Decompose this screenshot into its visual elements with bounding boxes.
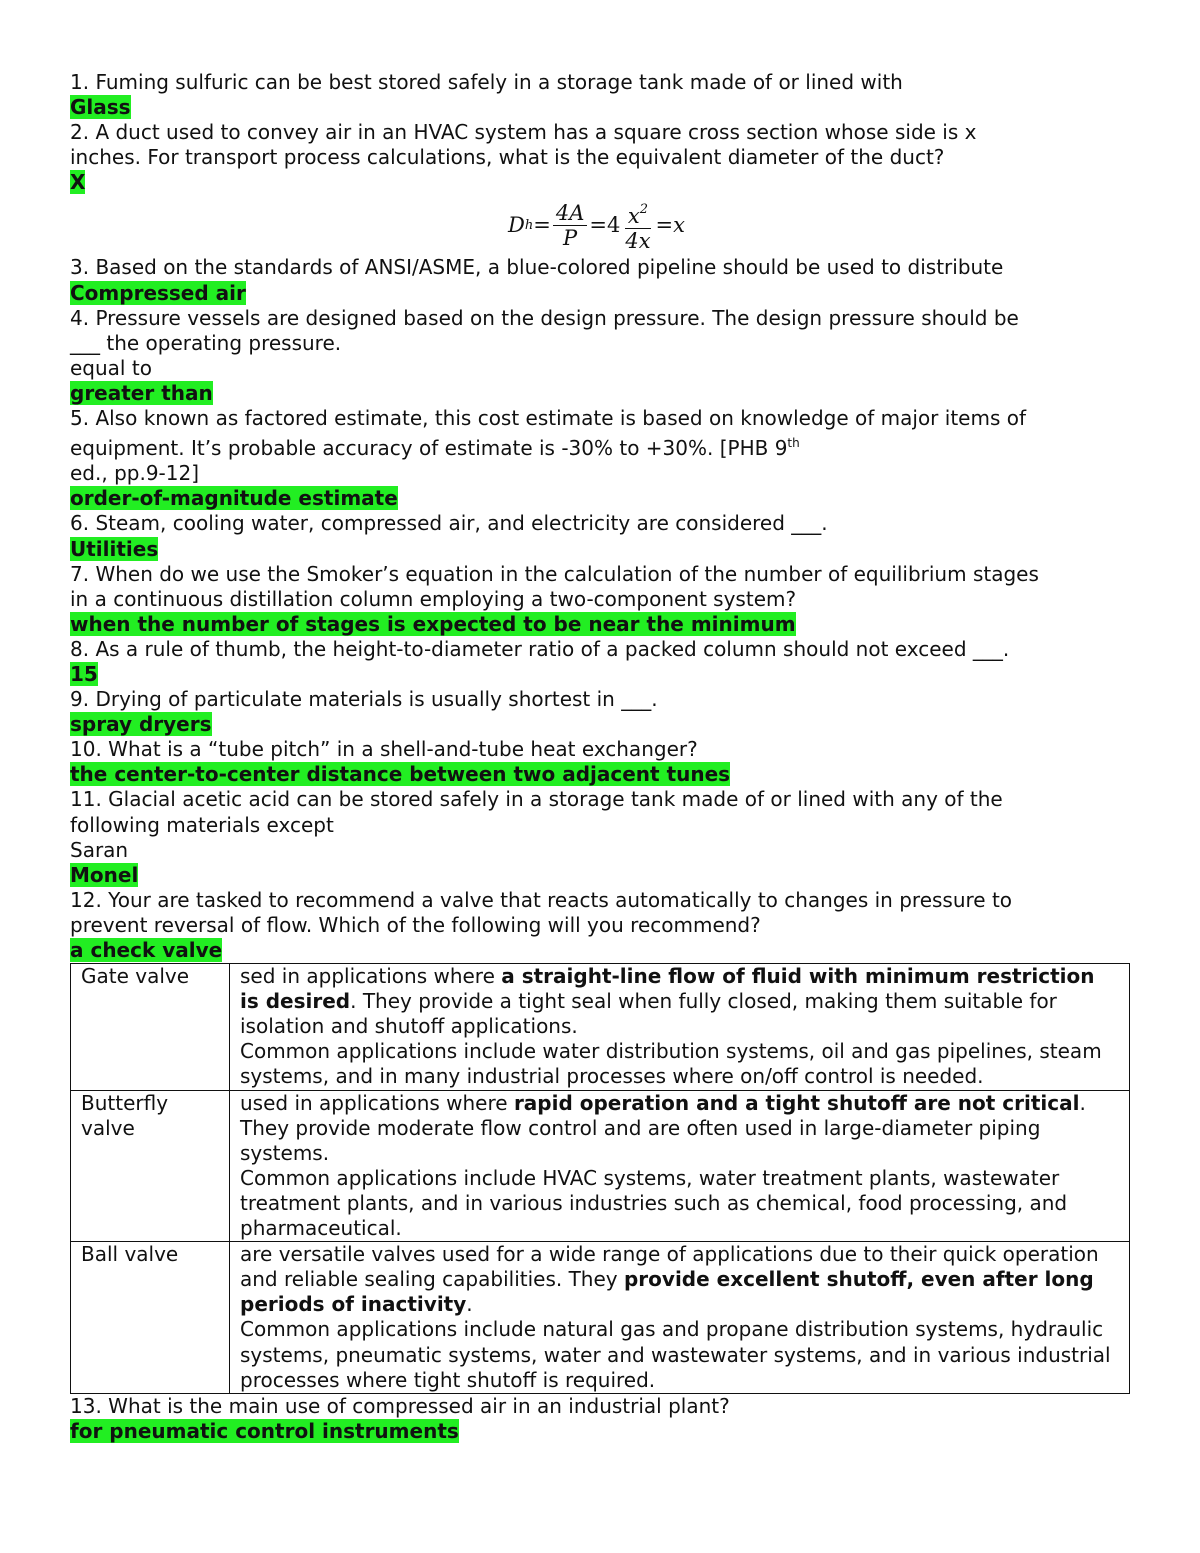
formula-exponent: 2 (639, 201, 648, 217)
answer-4: greater than (70, 380, 213, 405)
valve-desc-bold: rapid operation and a tight shutoff are not critical (513, 1090, 1080, 1115)
question-5-line-2 (70, 431, 1132, 461)
answer-7: when the number of stages is expected to be near the minimum (70, 611, 796, 636)
valve-applications: Common applications include natural gas and propane distribution systems, hydraulic systems, pneumatic systems, water and wastewater systems, and in various industrial processes where tight shutoff is required. (240, 1317, 1111, 1392)
formula-x: x (627, 203, 640, 228)
question-12-line-1: 12. Your are tasked to recommend a valve that reacts automatically to changes in pressure to (70, 887, 1013, 912)
question-5-line-3: ed., pp.9-12] (70, 461, 200, 486)
question-4-option: equal to (70, 355, 152, 380)
question-7-line-2: in a continuous distillation column employing a two-component system? (70, 586, 797, 611)
valve-desc-text: sed in applications where (240, 964, 502, 989)
question-5-line-2-text: equipment. It’s probable accuracy of estimate is -30% to +30%. [PHB 9 (70, 436, 788, 461)
table-row (71, 1090, 1130, 1242)
question-4-line-2: ___ the operating pressure. (70, 330, 342, 355)
valve-desc-ball (230, 1242, 1130, 1394)
formula-numerator-2 (625, 198, 651, 229)
hydraulic-diameter-formula (70, 195, 1132, 255)
question-8: 8. As a rule of thumb, the height-to-diameter ratio of a packed column should not exceed ___. (70, 636, 1010, 661)
formula-lhs-subscript: h (524, 217, 534, 233)
answer-12: a check valve (70, 938, 223, 962)
question-7-line-1: 7. When do we use the Smoker’s equation in the calculation of the number of equilibrium stages (70, 561, 1039, 586)
answer-3: Compressed air (70, 280, 246, 305)
valve-name-ball: Ball valve (71, 1242, 230, 1394)
formula-rhs: =x (655, 212, 685, 237)
valve-desc-text: . (466, 1292, 473, 1317)
question-9: 9. Drying of particulate materials is usually shortest in ___. (70, 687, 658, 712)
formula-denominator-1: P (563, 225, 578, 250)
formula-fraction-1 (553, 201, 588, 250)
valve-applications: Common applications include water distribution systems, oil and gas pipelines, steam systems, and in many industrial processes where on/off control is needed. (240, 1039, 1102, 1089)
answer-1: Glass (70, 95, 131, 120)
answer-13: for pneumatic control instruments (70, 1418, 459, 1443)
valve-desc-gate (230, 964, 1130, 1090)
valve-desc-text: . They provide a tight seal when fully closed, making them suitable for isolation and shutoff applications. (240, 989, 1057, 1039)
question-11-line-1: 11. Glacial acetic acid can be stored safely in a storage tank made of or lined with any of the (70, 787, 1003, 812)
question-2-line-2: inches. For transport process calculations, what is the equivalent diameter of the duct? (70, 145, 945, 170)
question-4-line-1: 4. Pressure vessels are designed based on the design pressure. The design pressure should be (70, 305, 1019, 330)
formula-denominator-2: 4x (625, 228, 651, 253)
table-row (71, 964, 1130, 1090)
valve-comparison-table (70, 963, 1130, 1394)
question-3: 3. Based on the standards of ANSI/ASME, a blue-colored pipeline should be used to distribute (70, 255, 1004, 280)
question-11-option: Saran (70, 837, 129, 862)
valve-name-butterfly: Butterfly valve (71, 1090, 230, 1242)
question-5-line-1: 5. Also known as factored estimate, this cost estimate is based on knowledge of major items of (70, 406, 1026, 431)
document-page (70, 70, 1132, 1444)
valve-desc-text: used in applications where (240, 1090, 514, 1115)
question-10: 10. What is a “tube pitch” in a shell-and-tube heat exchanger? (70, 737, 698, 762)
question-2-line-1: 2. A duct used to convey air in an HVAC system has a square cross section whose side is x (70, 120, 977, 145)
answer-2: X (70, 170, 86, 195)
question-13: 13. What is the main use of compressed air in an industrial plant? (70, 1393, 730, 1418)
valve-applications: Common applications include HVAC systems, water treatment plants, wastewater treatment plants, and in various industries such as chemical, food processing, and pharmaceutical. (240, 1165, 1068, 1241)
question-1: 1. Fuming sulfuric can be best stored safely in a storage tank made of or lined with (70, 70, 903, 94)
valve-desc-bold: provide excellent shutoff, even after long periods of inactivity (240, 1267, 1094, 1317)
formula-fraction-2 (622, 198, 653, 253)
table-row (71, 1242, 1130, 1394)
answer-9: spray dryers (70, 712, 212, 737)
answer-5: order-of-magnitude estimate (70, 486, 398, 511)
question-6: 6. Steam, cooling water, compressed air, and electricity are considered ___. (70, 511, 828, 536)
answer-11: Monel (70, 862, 139, 887)
answer-8: 15 (70, 661, 98, 686)
valve-desc-bold: a straight-line flow of fluid with minimum restriction is desired (240, 964, 1095, 1014)
answer-6: Utilities (70, 536, 159, 561)
valve-desc-text: . They provide moderate flow control and are often used in large-diameter piping systems. (240, 1090, 1086, 1165)
formula-coefficient: =4 (589, 212, 621, 237)
valve-desc-text: are versatile valves used for a wide range of applications due to their quick operation and reliable sealing capabilities. They (240, 1242, 1099, 1292)
formula-lhs: D (508, 212, 525, 237)
formula-numerator-1: 4A (553, 201, 588, 226)
superscript-th: th (787, 436, 800, 451)
question-11-line-2: following materials except (70, 812, 334, 837)
question-12-line-2: prevent reversal of flow. Which of the following will you recommend? (70, 912, 761, 937)
valve-name-gate: Gate valve (71, 964, 230, 1090)
valve-desc-butterfly (230, 1090, 1130, 1242)
answer-10: the center-to-center distance between two adjacent tunes (70, 762, 731, 787)
formula-equals: = (533, 212, 551, 237)
